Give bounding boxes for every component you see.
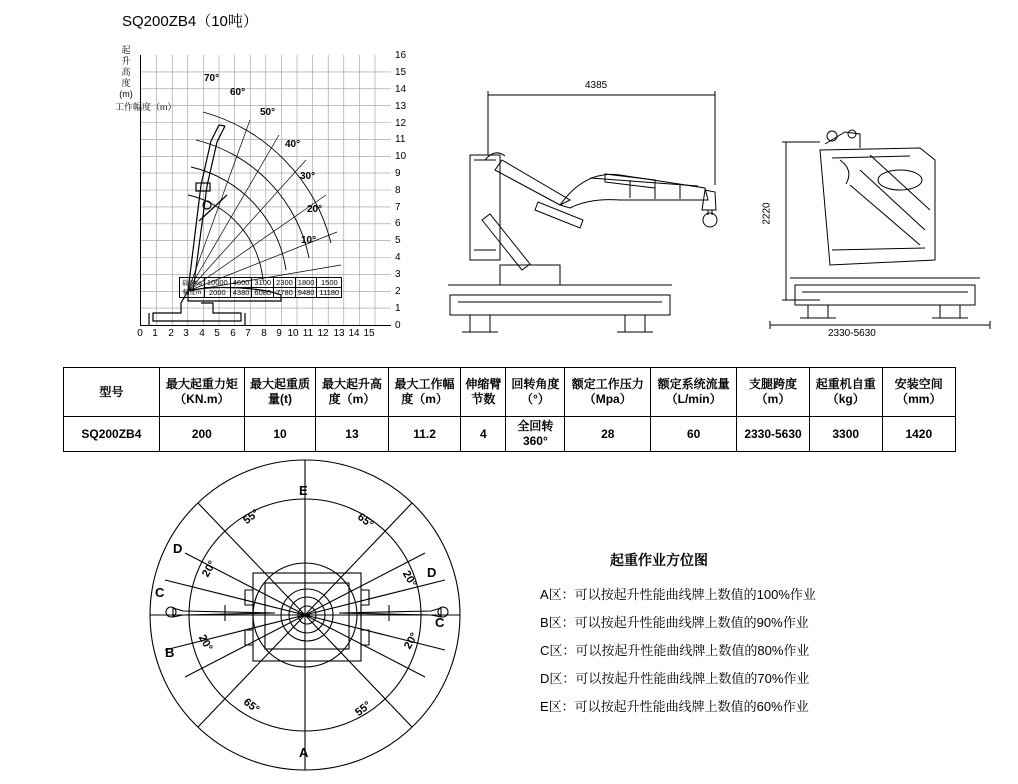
spec-cell: 10	[244, 417, 315, 452]
spec-cell: 2330-5630	[737, 417, 810, 452]
side-view-drawing	[440, 60, 740, 350]
capacity-cell: 11180	[317, 288, 342, 298]
y-axis-title: 起 升 高 度 (m)	[119, 45, 133, 99]
capacity-cell: 4600	[230, 278, 252, 288]
spec-header: 起重机自重（kg）	[809, 368, 882, 417]
capacity-cell: 6080	[252, 288, 274, 298]
zone-legend	[540, 550, 960, 724]
zone-angle-55-bottom: 55°	[353, 699, 374, 719]
zone-angle-20-b: 20°	[399, 568, 419, 590]
x-tick: 4	[199, 328, 205, 339]
y-tick: 16	[395, 50, 407, 61]
zone-angle-55-top: 55°	[241, 507, 262, 527]
spec-cell: 4	[461, 417, 506, 452]
x-tick: 3	[183, 328, 189, 339]
x-tick: 2	[168, 328, 174, 339]
x-tick: 5	[214, 328, 220, 339]
legend-item: D区：可以按起升性能曲线牌上数值的70%作业	[540, 671, 810, 686]
spec-cell: 200	[159, 417, 244, 452]
x-tick: 0	[137, 328, 143, 339]
y-tick: 4	[395, 252, 401, 263]
y-tick: 7	[395, 202, 401, 213]
spec-header-row	[64, 368, 956, 417]
spec-header: 最大起重质量(t)	[244, 368, 315, 417]
page-title: SQ200ZB4（10吨）	[122, 13, 258, 30]
y-tick: 6	[395, 218, 401, 229]
x-tick: 13	[333, 328, 345, 339]
spec-cell: 28	[565, 417, 651, 452]
spec-header: 回转角度（°）	[506, 368, 565, 417]
legend-item: C区：可以按起升性能曲线牌上数值的80%作业	[540, 643, 810, 658]
x-tick: 10	[287, 328, 299, 339]
spec-header: 最大工作幅度（m）	[388, 368, 461, 417]
spec-cell: 1420	[882, 417, 955, 452]
spec-cell: SQ200ZB4	[64, 417, 160, 452]
rear-view-drawing	[760, 60, 1010, 350]
x-tick: 15	[363, 328, 375, 339]
capacity-cell: 7780	[274, 288, 296, 298]
spec-value-row	[64, 417, 956, 452]
rear-view-svg	[760, 60, 1010, 350]
zone-angle-20-a: 20°	[199, 558, 219, 580]
x-axis-title: 工作幅度（m）	[115, 102, 177, 112]
legend-item: A区：可以按起升性能曲线牌上数值的100%作业	[540, 587, 816, 602]
spec-cell: 3300	[809, 417, 882, 452]
zone-diagram	[125, 455, 555, 775]
capacity-cell: 9480	[295, 288, 317, 298]
y-tick: 13	[395, 101, 407, 112]
load-chart	[115, 45, 415, 345]
angle-label-10: 10°	[301, 235, 317, 246]
angle-label-50: 50°	[260, 107, 276, 118]
capacity-row-1	[180, 278, 342, 288]
capacity-cell: 1500	[317, 278, 342, 288]
x-tick: 1	[152, 328, 158, 339]
spec-header: 伸缩臂节数	[461, 368, 506, 417]
x-tick: 12	[317, 328, 329, 339]
capacity-row-2	[180, 288, 342, 298]
legend-item: B区：可以按起升性能曲线牌上数值的90%作业	[540, 615, 809, 630]
angle-label-60: 60°	[230, 87, 246, 98]
spec-cell: 13	[316, 417, 389, 452]
y-tick: 14	[395, 84, 407, 95]
zone-angle-65-top: 65°	[355, 511, 376, 531]
spec-header: 额定工作压力（Mpa）	[565, 368, 651, 417]
zone-angle-20-d: 20°	[401, 630, 421, 652]
y-tick: 5	[395, 235, 401, 246]
x-tick: 11	[302, 328, 314, 339]
angle-label-20: 20°	[307, 204, 323, 215]
capacity-table	[179, 277, 342, 298]
side-view-svg	[440, 60, 740, 350]
zone-label-D-left: D	[173, 541, 183, 556]
zone-label-D-right: D	[427, 565, 437, 580]
angle-label-70: 70°	[204, 73, 220, 84]
angle-label-30: 30°	[300, 171, 316, 182]
zone-label-E: E	[299, 483, 308, 498]
capacity-cell: 2300	[274, 278, 296, 288]
y-tick: 9	[395, 168, 401, 179]
zone-label-B-left: B	[165, 645, 175, 660]
spec-header: 最大起重力矩（KN.m）	[159, 368, 244, 417]
angle-label-40: 40°	[285, 139, 301, 150]
y-tick: 12	[395, 118, 407, 129]
x-tick: 14	[348, 328, 360, 339]
rear-view-height-dim: 2220	[761, 202, 773, 225]
spec-header: 最大起升高度（m）	[316, 368, 389, 417]
zone-label-C-left: C	[155, 585, 165, 600]
zone-angle-20-c: 20°	[195, 632, 215, 654]
spec-header: 安装空间（mm）	[882, 368, 955, 417]
y-tick: 11	[395, 134, 406, 145]
y-tick: 10	[395, 151, 407, 162]
chart-grid	[140, 55, 391, 326]
y-tick: 15	[395, 67, 407, 78]
y-tick: 2	[395, 286, 401, 297]
side-view-length-dim: 4385	[585, 80, 608, 91]
capacity-cell: 4380	[230, 288, 252, 298]
zone-label-C-right: C	[435, 615, 445, 630]
spec-cell: 60	[651, 417, 737, 452]
legend-item: E区：可以按起升性能曲线牌上数值的60%作业	[540, 699, 809, 714]
y-tick: 1	[395, 303, 401, 314]
zone-label-A: A	[299, 745, 309, 760]
y-tick: 3	[395, 269, 401, 280]
capacity-cell: 1800	[295, 278, 317, 288]
x-tick: 9	[276, 328, 282, 339]
spec-table	[63, 367, 956, 452]
spec-cell: 全回转360°	[506, 417, 565, 452]
spec-header: 支腿跨度（m）	[737, 368, 810, 417]
capacity-header: 载荷kg 幅度m	[180, 278, 205, 298]
spec-header: 额定系统流量（L/min）	[651, 368, 737, 417]
legend-title: 起重作业方位图	[610, 552, 708, 568]
zone-angle-65-bottom: 65°	[241, 696, 262, 716]
capacity-cell: 2000	[204, 288, 230, 298]
zone-diagram-svg	[125, 455, 555, 775]
rear-view-width-dim: 2330-5630	[828, 328, 876, 339]
capacity-cell: 3100	[252, 278, 274, 288]
x-tick: 6	[230, 328, 236, 339]
x-tick: 7	[245, 328, 251, 339]
legend-list	[540, 584, 960, 715]
spec-header: 型号	[64, 368, 160, 417]
spec-cell: 11.2	[388, 417, 461, 452]
y-tick: 0	[395, 320, 401, 331]
y-tick: 8	[395, 185, 401, 196]
capacity-cell: 10000	[204, 278, 230, 288]
x-tick: 8	[261, 328, 267, 339]
